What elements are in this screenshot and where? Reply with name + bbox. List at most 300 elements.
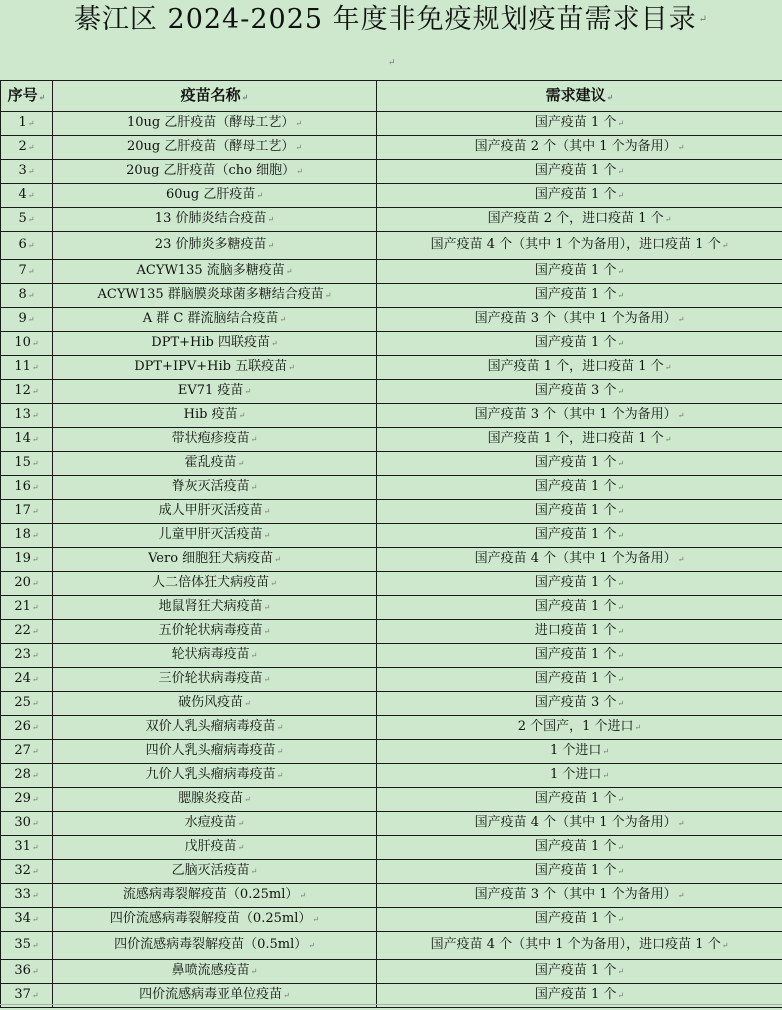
header-num [1, 81, 53, 112]
paragraph-mark: ↵ [617, 167, 625, 176]
paragraph-mark: ↵ [606, 92, 614, 102]
cell-demand [377, 668, 782, 692]
paragraph-mark: ↵ [617, 675, 625, 684]
cell-demand-text: 国产疫苗 3 个（其中 1 个为备用） [474, 407, 677, 422]
cell-name [53, 524, 377, 548]
cell-name [53, 232, 377, 260]
cell-name [53, 788, 377, 812]
table-row [1, 332, 782, 356]
cell-num [1, 284, 53, 308]
cell-num-text: 32 [14, 863, 31, 878]
cell-demand-text: 国产疫苗 3 个（其中 1 个为备用） [474, 311, 677, 326]
cell-num [1, 428, 53, 452]
cell-demand [377, 740, 782, 764]
cell-demand-text: 国产疫苗 4 个（其中 1 个为备用） [474, 815, 677, 830]
paragraph-mark: ↵ [31, 867, 39, 876]
cell-name-text: A 群 C 群流脑结合疫苗 [142, 311, 279, 326]
cell-demand [377, 208, 782, 232]
cell-name-text: 水痘疫苗 [184, 815, 237, 830]
cell-demand-text: 国产疫苗 1 个 [534, 263, 617, 278]
paragraph-mark: ↵ [31, 723, 39, 732]
cell-name-text: 儿童甲肝灭活疫苗 [158, 527, 263, 542]
paragraph-mark: ↵ [664, 435, 672, 444]
paragraph-mark: ↵ [617, 579, 625, 588]
cell-num [1, 500, 53, 524]
cell-name [53, 692, 377, 716]
cell-name [53, 644, 377, 668]
cell-num-text: 31 [14, 839, 31, 854]
cell-demand-text: 国产疫苗 4 个（其中 1 个为备用），进口疫苗 1 个 [430, 237, 721, 252]
cell-num-text: 26 [14, 719, 31, 734]
cell-name-text: 四价人乳头瘤病毒疫苗 [145, 743, 276, 758]
cell-num [1, 524, 53, 548]
cell-demand-text: 国产疫苗 1 个 [534, 503, 617, 518]
cell-num-text: 12 [14, 383, 31, 398]
paragraph-mark: ↵ [31, 795, 39, 804]
paragraph-mark: ↵ [250, 651, 258, 660]
cell-demand-text: 国产疫苗 1 个 [534, 863, 617, 878]
paragraph-mark: ↵ [31, 891, 39, 900]
cell-demand [377, 136, 782, 160]
paragraph-mark: ↵ [31, 627, 39, 636]
paragraph-mark: ↵ [677, 411, 685, 420]
paragraph-mark: ↵ [27, 143, 35, 152]
cell-demand [377, 500, 782, 524]
cell-demand-text: 国产疫苗 1 个 [534, 963, 617, 978]
table-row [1, 740, 782, 764]
table-row [1, 716, 782, 740]
paragraph-mark: ↵ [31, 459, 39, 468]
cell-num-text: 8 [18, 287, 27, 302]
paragraph-mark: ↵ [617, 843, 625, 852]
cell-num-text: 37 [14, 987, 31, 1002]
cell-demand-text: 2 个国产，1 个进口 [517, 719, 634, 734]
cell-num-text: 16 [14, 479, 31, 494]
cell-name [53, 668, 377, 692]
cell-demand [377, 476, 782, 500]
cell-demand [377, 284, 782, 308]
paragraph-mark: ↵ [31, 941, 39, 950]
cell-name-text: 带状疱疹疫苗 [171, 431, 250, 446]
paragraph-mark: ↵ [617, 603, 625, 612]
paragraph-mark: ↵ [263, 531, 271, 540]
paragraph-mark: ↵ [312, 915, 320, 924]
cell-name-text: 23 价肺炎多糖疫苗 [154, 237, 267, 252]
table-row [1, 452, 782, 476]
cell-num-text: 28 [14, 767, 31, 782]
cell-num-text: 17 [14, 503, 31, 518]
cell-demand-text: 国产疫苗 1 个 [534, 527, 617, 542]
paragraph-mark: ↵ [31, 531, 39, 540]
cell-num-text: 22 [14, 623, 31, 638]
cell-demand-text: 国产疫苗 1 个 [534, 187, 617, 202]
table-body [1, 112, 782, 1008]
paragraph-mark: ↵ [276, 723, 284, 732]
cell-demand [377, 812, 782, 836]
cell-num [1, 740, 53, 764]
paragraph-mark: ↵ [31, 675, 39, 684]
cell-num-text: 29 [14, 791, 31, 806]
cell-name-text: ACYW135 群脑膜炎球菌多糖结合疫苗 [97, 287, 324, 302]
table-row [1, 812, 782, 836]
paragraph-mark: ↵ [698, 14, 709, 25]
cell-demand [377, 232, 782, 260]
cell-demand-text: 国产疫苗 1 个 [534, 671, 617, 686]
cell-num [1, 112, 53, 136]
paragraph-mark: ↵ [31, 555, 39, 564]
header-num-label: 序号 [7, 86, 38, 104]
cell-demand-text: 国产疫苗 1 个 [534, 575, 617, 590]
cell-demand [377, 908, 782, 932]
paragraph-mark: ↵ [31, 819, 39, 828]
paragraph-mark: ↵ [31, 483, 39, 492]
cell-name [53, 308, 377, 332]
paragraph-mark: ↵ [27, 119, 35, 128]
cell-demand [377, 788, 782, 812]
cell-name-text: 20ug 乙肝疫苗（cho 细胞） [126, 163, 296, 178]
cell-num-text: 4 [18, 187, 27, 202]
cell-demand [377, 716, 782, 740]
cell-name-text: DPT+Hib 四联疫苗 [151, 335, 270, 350]
cell-name-text: 地鼠肾狂犬病疫苗 [158, 599, 263, 614]
cell-demand-text: 国产疫苗 1 个，进口疫苗 1 个 [487, 359, 664, 374]
paragraph-mark: ↵ [27, 215, 35, 224]
table-row [1, 836, 782, 860]
paragraph-mark: ↵ [602, 771, 610, 780]
table-row [1, 644, 782, 668]
cell-num [1, 812, 53, 836]
cell-num [1, 692, 53, 716]
cell-name [53, 620, 377, 644]
page-title [0, 2, 782, 38]
table-row [1, 908, 782, 932]
cell-name [53, 284, 377, 308]
cell-name [53, 160, 377, 184]
table-row [1, 208, 782, 232]
cell-num [1, 644, 53, 668]
cell-demand [377, 644, 782, 668]
cell-demand [377, 884, 782, 908]
cell-demand-text: 国产疫苗 3 个 [534, 695, 617, 710]
paragraph-mark: ↵ [244, 795, 251, 804]
cell-demand-text: 国产疫苗 3 个 [534, 383, 617, 398]
paragraph-mark: ↵ [295, 119, 303, 128]
paragraph-mark: ↵ [634, 723, 642, 732]
paragraph-mark: ↵ [31, 411, 39, 420]
table-row [1, 136, 782, 160]
cell-demand-text: 国产疫苗 4 个（其中 1 个为备用），进口疫苗 1 个 [430, 937, 721, 952]
paragraph-mark: ↵ [250, 483, 258, 492]
cell-num [1, 596, 53, 620]
cell-demand [377, 692, 782, 716]
cell-num [1, 332, 53, 356]
cell-name-text: 乙脑灭活疫苗 [171, 863, 250, 878]
cell-num [1, 476, 53, 500]
paragraph-mark: ↵ [721, 241, 729, 250]
paragraph-mark: ↵ [31, 699, 39, 708]
paragraph-mark: ↵ [31, 387, 39, 396]
table-row [1, 692, 782, 716]
table-row [1, 884, 782, 908]
cell-name [53, 836, 377, 860]
cell-name-text: 13 价肺炎结合疫苗 [154, 211, 267, 226]
cell-name [53, 908, 377, 932]
cell-name [53, 960, 377, 984]
cell-num-text: 30 [14, 815, 31, 830]
paragraph-mark: ↵ [677, 819, 685, 828]
header-demand [377, 81, 782, 112]
paragraph-mark: ↵ [38, 92, 46, 102]
cell-name-text: 三价轮状病毒疫苗 [158, 671, 263, 686]
paragraph-mark: ↵ [296, 167, 303, 176]
paragraph-mark: ↵ [617, 699, 625, 708]
cell-name [53, 860, 377, 884]
cell-num-text: 21 [14, 599, 31, 614]
paragraph-mark: ↵ [31, 771, 39, 780]
cell-num-text: 11 [14, 359, 31, 374]
page-title-text: 綦江区 2024-2025 年度非免疫规划疫苗需求目录 [73, 4, 697, 35]
paragraph-mark: ↵ [31, 603, 39, 612]
paragraph-mark: ↵ [238, 411, 246, 420]
cell-num [1, 788, 53, 812]
cell-demand [377, 932, 782, 960]
table-row [1, 764, 782, 788]
cell-num [1, 668, 53, 692]
cell-demand-text: 国产疫苗 4 个（其中 1 个为备用） [474, 551, 677, 566]
cell-num [1, 764, 53, 788]
cell-name-text: 人二倍体狂犬病疫苗 [152, 575, 270, 590]
cell-num [1, 908, 53, 932]
header-demand-label: 需求建议 [545, 86, 606, 104]
paragraph-mark: ↵ [602, 747, 610, 756]
header-name [53, 81, 377, 112]
cell-demand [377, 960, 782, 984]
cell-num-text: 6 [18, 237, 27, 252]
paragraph-mark: ↵ [263, 603, 271, 612]
cell-num-text: 13 [14, 407, 31, 422]
table-row [1, 184, 782, 208]
cell-demand-text: 国产疫苗 1 个 [534, 911, 617, 926]
paragraph-mark: ↵ [241, 92, 249, 102]
cell-num [1, 356, 53, 380]
cell-num-text: 25 [14, 695, 31, 710]
cell-num [1, 572, 53, 596]
paragraph-mark: ↵ [677, 555, 685, 564]
table-row [1, 620, 782, 644]
paragraph-mark: ↵ [31, 843, 39, 852]
cell-num [1, 160, 53, 184]
paragraph-mark: ↵ [617, 191, 625, 200]
cell-demand-text: 国产疫苗 1 个，进口疫苗 1 个 [487, 431, 664, 446]
cell-name-text: 四价流感病毒亚单位疫苗 [139, 987, 283, 1002]
paragraph-mark: ↵ [677, 315, 685, 324]
cell-demand-text: 国产疫苗 1 个 [534, 335, 617, 350]
table-row [1, 160, 782, 184]
paragraph-mark: ↵ [237, 459, 245, 468]
cell-demand [377, 620, 782, 644]
table-row [1, 356, 782, 380]
cell-name-text: ACYW135 流脑多糖疫苗 [136, 263, 285, 278]
cell-num-text: 1 [18, 115, 27, 130]
table-row [1, 232, 782, 260]
cell-name-text: 四价流感病毒裂解疫苗（0.5ml） [114, 937, 308, 952]
paragraph-mark: ↵ [31, 579, 39, 588]
cell-name [53, 428, 377, 452]
cell-demand [377, 308, 782, 332]
header-name-label: 疫苗名称 [180, 86, 241, 104]
table-row [1, 112, 782, 136]
paragraph-mark: ↵ [617, 483, 625, 492]
cell-num [1, 232, 53, 260]
cell-num-text: 35 [14, 937, 31, 952]
table-header-row [1, 81, 782, 112]
table-row [1, 308, 782, 332]
cell-demand-text: 国产疫苗 1 个 [534, 163, 617, 178]
paragraph-mark: ↵ [324, 291, 332, 300]
paragraph-mark: ↵ [617, 867, 625, 876]
paragraph-mark: ↵ [256, 191, 264, 200]
cell-demand [377, 184, 782, 208]
cell-name [53, 404, 377, 428]
cell-demand [377, 260, 782, 284]
cell-name-text: 脊灰灭活疫苗 [171, 479, 250, 494]
paragraph-mark: ↵ [617, 291, 625, 300]
paragraph-mark: ↵ [617, 339, 625, 348]
cell-demand [377, 404, 782, 428]
cell-name-text: 霍乱疫苗 [184, 455, 237, 470]
cell-name [53, 548, 377, 572]
cell-name [53, 884, 377, 908]
cell-num [1, 136, 53, 160]
cell-num [1, 208, 53, 232]
paragraph-mark: ↵ [31, 363, 39, 372]
paragraph-mark: ↵ [299, 891, 307, 900]
cell-name [53, 332, 377, 356]
paragraph-mark: ↵ [617, 915, 625, 924]
cell-num-text: 36 [14, 963, 31, 978]
cell-demand-text: 1 个进口 [549, 767, 602, 782]
cell-num-text: 18 [14, 527, 31, 542]
vaccine-catalog-table [0, 80, 782, 1008]
paragraph-mark: ↵ [263, 507, 271, 516]
paragraph-mark: ↵ [617, 267, 625, 276]
paragraph-mark: ↵ [270, 339, 278, 348]
cell-demand [377, 112, 782, 136]
cell-name [53, 208, 377, 232]
cell-num-text: 5 [18, 211, 27, 226]
table-row [1, 428, 782, 452]
paragraph-mark: ↵ [263, 627, 271, 636]
table-row [1, 860, 782, 884]
cell-name-text: 双价人乳头瘤病毒疫苗 [145, 719, 276, 734]
cell-name-text: Vero 细胞狂犬病疫苗 [148, 551, 274, 566]
cell-demand [377, 428, 782, 452]
table-row [1, 284, 782, 308]
paragraph-mark: ↵ [263, 675, 271, 684]
cell-name [53, 716, 377, 740]
cell-demand [377, 452, 782, 476]
paragraph-mark: ↵ [295, 143, 303, 152]
paragraph-mark: ↵ [721, 941, 729, 950]
cell-num [1, 836, 53, 860]
cell-name-text: 破伤风疫苗 [178, 695, 244, 710]
table-row [1, 960, 782, 984]
cell-demand [377, 160, 782, 184]
cell-demand [377, 548, 782, 572]
paragraph-mark: ↵ [237, 843, 245, 852]
cell-name-text: 轮状病毒疫苗 [171, 647, 250, 662]
cell-name-text: 九价人乳头瘤病毒疫苗 [145, 767, 276, 782]
cell-num [1, 452, 53, 476]
cell-num-text: 34 [14, 911, 31, 926]
paragraph-mark: ↵ [237, 819, 245, 828]
paragraph-mark: ↵ [31, 507, 39, 516]
table-row [1, 524, 782, 548]
cell-demand [377, 332, 782, 356]
cell-demand [377, 860, 782, 884]
paragraph-mark: ↵ [27, 267, 35, 276]
cell-demand [377, 380, 782, 404]
paragraph-mark: ↵ [617, 531, 625, 540]
paragraph-mark: ↵ [664, 363, 672, 372]
table-row [1, 788, 782, 812]
paragraph-mark: ↵ [27, 191, 35, 200]
cell-num-text: 19 [14, 551, 31, 566]
paragraph-mark: ↵ [267, 215, 275, 224]
cell-demand-text: 进口疫苗 1 个 [534, 623, 617, 638]
cell-name [53, 380, 377, 404]
table-row [1, 380, 782, 404]
paragraph-mark: ↵ [31, 915, 39, 924]
cell-name-text: 成人甲肝灭活疫苗 [158, 503, 263, 518]
cell-demand-text: 国产疫苗 1 个 [534, 287, 617, 302]
cell-num [1, 932, 53, 960]
cell-num-text: 14 [14, 431, 31, 446]
cell-demand-text: 1 个进口 [549, 743, 602, 758]
cell-num-text: 24 [14, 671, 31, 686]
paragraph-mark: ↵ [388, 58, 396, 68]
paragraph-mark: ↵ [250, 435, 258, 444]
cell-name [53, 764, 377, 788]
cell-name-text: 戊肝疫苗 [184, 839, 237, 854]
page-bottom-divider [0, 1004, 782, 1005]
cell-num-text: 23 [14, 647, 31, 662]
table-row [1, 476, 782, 500]
cell-num-text: 27 [14, 743, 31, 758]
table-row [1, 548, 782, 572]
paragraph-mark: ↵ [31, 967, 39, 976]
paragraph-mark: ↵ [31, 747, 39, 756]
paragraph-mark: ↵ [270, 579, 277, 588]
cell-num [1, 620, 53, 644]
cell-demand-text: 国产疫苗 1 个 [534, 987, 617, 1002]
cell-num [1, 884, 53, 908]
cell-name-text: 10ug 乙肝疫苗（酵母工艺） [126, 115, 295, 130]
paragraph-mark: ↵ [276, 747, 284, 756]
cell-num-text: 10 [14, 335, 31, 350]
cell-name [53, 932, 377, 960]
paragraph-mark: ↵ [285, 267, 293, 276]
paragraph-mark: ↵ [244, 699, 251, 708]
cell-name [53, 500, 377, 524]
cell-demand-text: 国产疫苗 1 个 [534, 791, 617, 806]
paragraph-mark: ↵ [250, 967, 258, 976]
cell-name-text: 60ug 乙肝疫苗 [165, 187, 256, 202]
cell-name-text: Hib 疫苗 [183, 407, 238, 422]
cell-name [53, 452, 377, 476]
cell-demand [377, 572, 782, 596]
cell-name-text: 四价流感病毒裂解疫苗（0.25ml） [109, 911, 312, 926]
